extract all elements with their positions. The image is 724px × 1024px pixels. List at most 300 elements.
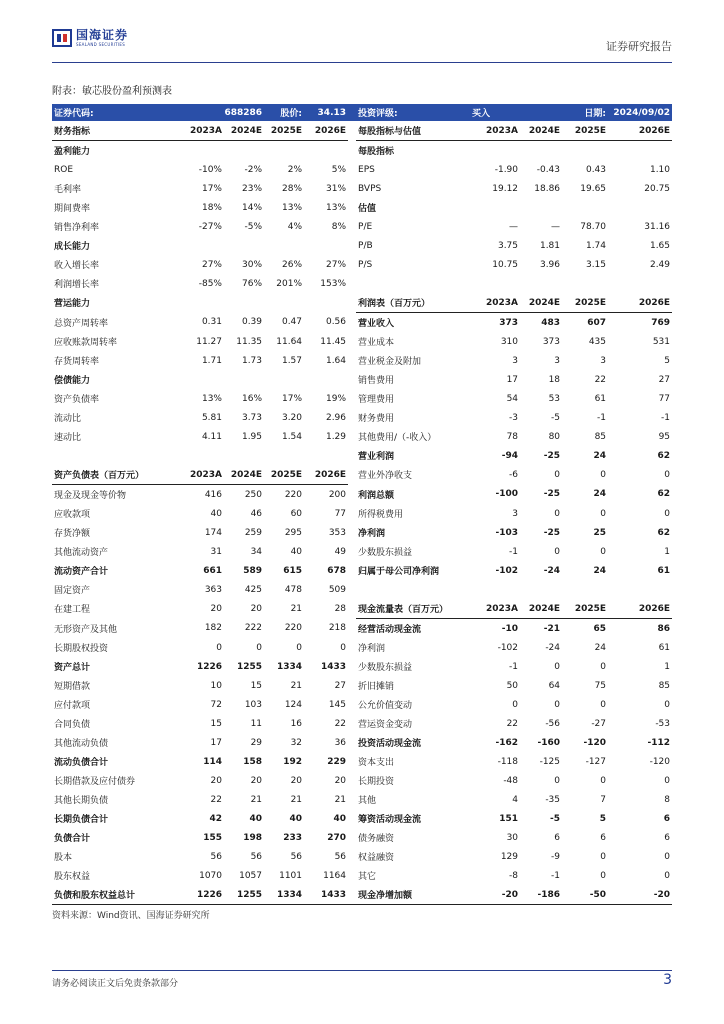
left-value-cell: 0.31 bbox=[201, 317, 222, 328]
left-value-cell: 1255 bbox=[224, 885, 264, 905]
right-value-cell: 62 bbox=[657, 489, 671, 500]
left-value-cell bbox=[184, 236, 224, 255]
right-row-label: 折旧摊销 bbox=[358, 682, 395, 692]
left-value-cell: -27% bbox=[198, 221, 222, 232]
right-value-cell: 2.49 bbox=[649, 259, 671, 270]
left-value-cell bbox=[264, 141, 304, 161]
table-row bbox=[52, 179, 672, 198]
left-value-cell: -85% bbox=[198, 278, 222, 289]
right-row-label: 利润表（百万元） bbox=[356, 293, 470, 313]
left-value-cell: 2025E bbox=[264, 465, 304, 485]
column-gap bbox=[348, 695, 356, 714]
right-value-cell: 0 bbox=[554, 699, 561, 710]
left-value-cell: 2024E bbox=[224, 121, 264, 141]
left-value-cell: 3.20 bbox=[281, 412, 303, 423]
column-gap bbox=[348, 733, 356, 752]
right-row-label: 每股指标与估值 bbox=[356, 121, 470, 141]
right-value-cell: 769 bbox=[651, 317, 671, 328]
right-value-cell: 6 bbox=[664, 832, 671, 843]
right-value-cell: -1 bbox=[597, 412, 607, 423]
right-value-cell: 7 bbox=[600, 794, 607, 805]
right-value-cell: -186 bbox=[520, 885, 562, 905]
left-value-cell: 1.57 bbox=[281, 355, 303, 366]
left-value-cell: 1.29 bbox=[325, 431, 347, 442]
left-value-cell: 40 bbox=[249, 813, 263, 824]
left-value-cell: 295 bbox=[284, 527, 303, 538]
right-value-cell: 0 bbox=[554, 661, 561, 672]
table-row bbox=[52, 809, 672, 828]
right-value-cell: -127 bbox=[585, 756, 607, 767]
left-value-cell: 2023A bbox=[184, 121, 224, 141]
date-value: 2024/09/02 bbox=[608, 104, 672, 121]
right-row-label: P/B bbox=[358, 240, 373, 251]
right-value-cell: 50 bbox=[506, 680, 519, 691]
column-gap bbox=[348, 217, 356, 236]
left-row-label: 现金及现金等价物 bbox=[54, 491, 127, 501]
left-value-cell: 353 bbox=[328, 527, 347, 538]
right-value-cell: 25 bbox=[593, 527, 607, 538]
left-value-cell: 1.95 bbox=[241, 431, 263, 442]
table-row bbox=[52, 465, 672, 485]
left-row-label: 速动比 bbox=[54, 433, 82, 443]
table-row bbox=[52, 332, 672, 351]
right-value-cell: 22 bbox=[506, 718, 519, 729]
left-value-cell: 11.27 bbox=[196, 336, 222, 347]
right-value-cell: 17 bbox=[506, 374, 519, 385]
right-value-cell: 2025E bbox=[562, 599, 608, 619]
left-value-cell: 15 bbox=[250, 680, 263, 691]
column-gap bbox=[348, 274, 356, 293]
table-row bbox=[52, 885, 672, 905]
left-value-cell: 56 bbox=[250, 851, 263, 862]
right-value-cell: 1 bbox=[664, 661, 671, 672]
left-value-cell: 0.47 bbox=[281, 317, 303, 328]
right-value-cell: -20 bbox=[608, 885, 672, 905]
right-row-label: 利润总额 bbox=[358, 490, 395, 501]
left-value-cell: 1433 bbox=[320, 661, 347, 672]
right-value-cell: 19.12 bbox=[492, 183, 519, 194]
right-value-cell: -125 bbox=[539, 756, 561, 767]
right-value-cell: 6 bbox=[600, 832, 607, 843]
column-gap bbox=[348, 141, 356, 161]
logo-text-cn: 国海证券 bbox=[76, 27, 129, 42]
right-value-cell: — bbox=[551, 221, 561, 232]
right-value-cell: -1 bbox=[509, 546, 519, 557]
left-row-label: 应付款项 bbox=[54, 701, 91, 711]
left-value-cell: 42 bbox=[209, 813, 222, 824]
right-row-label: 投资活动现金流 bbox=[358, 739, 422, 749]
left-value-cell: 20 bbox=[290, 775, 303, 786]
left-value-cell: 22 bbox=[210, 794, 222, 805]
left-value-cell: 1.71 bbox=[201, 355, 222, 366]
left-value-cell bbox=[184, 370, 224, 389]
right-value-cell: 531 bbox=[652, 336, 671, 347]
right-value-cell: -120 bbox=[649, 756, 671, 767]
right-value-cell: 24 bbox=[593, 489, 607, 500]
left-value-cell bbox=[264, 293, 304, 313]
left-row-label: 长期借款及应付债券 bbox=[54, 777, 136, 787]
right-row-label: 其它 bbox=[358, 872, 377, 882]
table-row bbox=[52, 866, 672, 885]
table-row bbox=[52, 504, 672, 523]
left-row-label: 存货周转率 bbox=[54, 357, 100, 367]
sealand-logo-icon bbox=[52, 28, 72, 48]
right-row-label: 经营活动现金流 bbox=[358, 625, 422, 635]
right-row-label: 现金净增加额 bbox=[356, 885, 470, 905]
left-row-label: 流动负债合计 bbox=[54, 758, 109, 768]
logo-text-en: SEALAND SECURITIES bbox=[76, 41, 126, 47]
column-gap bbox=[348, 389, 356, 408]
right-value-cell: 0 bbox=[554, 546, 561, 557]
left-value-cell: 34 bbox=[250, 546, 263, 557]
left-value-cell: 192 bbox=[283, 756, 303, 767]
right-value-cell: 85 bbox=[594, 431, 607, 442]
left-row-label: 资产负债率 bbox=[54, 395, 100, 405]
left-row-label: 在建工程 bbox=[54, 605, 91, 616]
left-row-label: 利润增长率 bbox=[54, 280, 100, 290]
left-value-cell: 615 bbox=[283, 565, 303, 576]
left-value-cell bbox=[224, 236, 264, 255]
left-value-cell: 1334 bbox=[276, 661, 303, 672]
right-value-cell: -118 bbox=[497, 756, 519, 767]
table-row bbox=[52, 847, 672, 866]
left-row-label: 盈利能力 bbox=[54, 147, 91, 157]
left-value-cell: 40 bbox=[333, 813, 347, 824]
left-row-label: 固定资产 bbox=[54, 586, 91, 596]
right-value-cell: -21 bbox=[543, 623, 561, 634]
price-label: 股价: bbox=[264, 104, 304, 121]
right-value-cell: 2023A bbox=[470, 121, 520, 141]
right-value-cell: -120 bbox=[583, 737, 607, 748]
table-row bbox=[52, 523, 672, 542]
left-value-cell: 21 bbox=[290, 794, 303, 805]
right-value-cell: 0 bbox=[664, 508, 671, 519]
right-value-cell: -102 bbox=[497, 642, 519, 653]
table-row bbox=[52, 141, 672, 161]
right-value-cell: 151 bbox=[499, 813, 519, 824]
left-value-cell: 14% bbox=[242, 202, 263, 213]
right-value-cell: -6 bbox=[509, 469, 519, 480]
left-row-label: 应收账款周转率 bbox=[54, 338, 118, 348]
left-value-cell: 222 bbox=[244, 623, 263, 634]
left-value-cell: 229 bbox=[327, 756, 347, 767]
left-value-cell: 10 bbox=[210, 680, 222, 691]
right-value-cell: -103 bbox=[495, 527, 519, 538]
left-row-label: 期间费率 bbox=[54, 204, 91, 214]
table-row bbox=[52, 638, 672, 657]
right-value-cell: 85 bbox=[658, 680, 671, 691]
right-row-label: 权益融资 bbox=[358, 853, 395, 863]
column-gap bbox=[348, 847, 356, 866]
right-value-cell bbox=[520, 274, 562, 293]
left-value-cell: 22 bbox=[334, 718, 347, 729]
right-row-label: 公允价值变动 bbox=[358, 701, 413, 711]
right-value-cell bbox=[562, 580, 608, 599]
left-value-cell: 270 bbox=[327, 832, 347, 843]
right-value-cell bbox=[470, 580, 520, 599]
left-value-cell: 11.35 bbox=[236, 336, 263, 347]
right-row-label: 债务融资 bbox=[358, 834, 395, 844]
column-gap bbox=[348, 885, 356, 905]
right-row-label bbox=[356, 274, 470, 293]
left-value-cell: 0 bbox=[216, 642, 222, 653]
left-value-cell: 31% bbox=[326, 183, 347, 194]
right-value-cell: 75 bbox=[594, 680, 607, 691]
left-value-cell bbox=[304, 236, 348, 255]
table-row bbox=[52, 790, 672, 809]
table-row bbox=[52, 274, 672, 293]
right-value-cell: 2025E bbox=[562, 293, 608, 313]
left-value-cell bbox=[224, 141, 264, 161]
left-row-label bbox=[52, 446, 184, 465]
right-value-cell: -0.43 bbox=[536, 164, 561, 175]
left-value-cell: 218 bbox=[328, 623, 347, 634]
right-value-cell: -5 bbox=[550, 813, 561, 824]
column-gap bbox=[348, 351, 356, 370]
left-value-cell: 1.73 bbox=[241, 355, 263, 366]
left-row-label: 合同负债 bbox=[54, 720, 91, 730]
left-value-cell: 0 bbox=[340, 642, 347, 653]
left-row-label: 财务指标 bbox=[52, 121, 184, 141]
table-row bbox=[52, 408, 672, 427]
right-value-cell: 3.96 bbox=[539, 259, 561, 270]
left-value-cell: 155 bbox=[203, 832, 222, 843]
left-row-label: 总资产周转率 bbox=[54, 318, 109, 329]
right-value-cell: -25 bbox=[543, 450, 561, 461]
right-value-cell: 0 bbox=[664, 469, 671, 480]
left-value-cell: 21 bbox=[334, 794, 347, 805]
right-value-cell: 3 bbox=[554, 355, 561, 366]
right-value-cell: 78.70 bbox=[580, 221, 607, 232]
right-value-cell bbox=[608, 274, 672, 293]
right-value-cell: -25 bbox=[543, 527, 561, 538]
right-value-cell bbox=[608, 580, 672, 599]
left-value-cell: 124 bbox=[284, 699, 303, 710]
left-value-cell: 478 bbox=[284, 584, 303, 595]
left-value-cell bbox=[264, 446, 304, 465]
right-value-cell: 0 bbox=[664, 870, 671, 881]
column-gap bbox=[348, 828, 356, 847]
right-value-cell: 61 bbox=[657, 565, 671, 576]
left-value-cell: 13% bbox=[326, 202, 347, 213]
right-value-cell: 2024E bbox=[520, 121, 562, 141]
right-value-cell bbox=[470, 198, 520, 217]
right-row-label: BVPS bbox=[358, 183, 382, 194]
right-value-cell: 5 bbox=[599, 813, 607, 824]
right-value-cell: -102 bbox=[495, 565, 519, 576]
table-row bbox=[52, 771, 672, 790]
column-gap bbox=[348, 504, 356, 523]
right-row-label: 少数股东损益 bbox=[358, 663, 413, 673]
left-value-cell: 509 bbox=[328, 584, 347, 595]
left-value-cell: 153% bbox=[320, 278, 347, 289]
right-value-cell: 20.75 bbox=[644, 183, 671, 194]
left-value-cell: 1255 bbox=[236, 661, 263, 672]
right-value-cell: 0 bbox=[512, 699, 519, 710]
right-value-cell: 10.75 bbox=[492, 259, 519, 270]
right-value-cell: 24 bbox=[593, 450, 607, 461]
right-value-cell: 0 bbox=[554, 469, 561, 480]
right-value-cell: 2026E bbox=[608, 121, 672, 141]
column-gap bbox=[348, 580, 356, 599]
right-row-label: EPS bbox=[358, 164, 375, 175]
right-value-cell: -24 bbox=[545, 642, 561, 653]
column-gap bbox=[348, 523, 356, 542]
right-row-label: 营业外净收支 bbox=[358, 471, 413, 482]
left-value-cell: 56 bbox=[334, 851, 347, 862]
left-value-cell: 2024E bbox=[224, 465, 264, 485]
stock-price: 34.13 bbox=[304, 104, 348, 121]
right-value-cell: -9 bbox=[551, 851, 561, 862]
right-value-cell: -8 bbox=[509, 870, 519, 881]
left-value-cell: 250 bbox=[244, 489, 263, 500]
left-row-label: 负债和股东权益总计 bbox=[52, 885, 184, 905]
left-value-cell: 56 bbox=[210, 851, 222, 862]
right-value-cell: 1.65 bbox=[649, 240, 671, 251]
left-row-label: 其他流动资产 bbox=[54, 548, 109, 558]
left-value-cell: 13% bbox=[282, 202, 303, 213]
left-value-cell bbox=[304, 370, 348, 389]
left-row-label: 偿债能力 bbox=[54, 376, 91, 386]
table-row bbox=[52, 121, 672, 141]
left-value-cell bbox=[264, 236, 304, 255]
left-value-cell: 4% bbox=[287, 221, 303, 232]
right-row-label: 每股指标 bbox=[358, 147, 395, 157]
left-value-cell: 158 bbox=[243, 756, 263, 767]
left-value-cell: 661 bbox=[203, 565, 222, 576]
left-value-cell: 17% bbox=[282, 393, 303, 404]
right-value-cell: 0 bbox=[600, 661, 607, 672]
right-value-cell: 0 bbox=[600, 851, 607, 862]
left-value-cell: 363 bbox=[204, 584, 222, 595]
left-row-label: 其他长期负债 bbox=[54, 796, 109, 806]
table-row bbox=[52, 695, 672, 714]
left-value-cell: 1334 bbox=[264, 885, 304, 905]
left-value-cell bbox=[264, 370, 304, 389]
table-row bbox=[52, 427, 672, 446]
right-value-cell bbox=[608, 141, 672, 161]
right-value-cell: -53 bbox=[655, 718, 671, 729]
left-value-cell: 1070 bbox=[199, 870, 222, 881]
right-value-cell: 607 bbox=[587, 317, 607, 328]
left-value-cell: 2023A bbox=[184, 465, 224, 485]
right-value-cell: 78 bbox=[506, 431, 519, 442]
table-row bbox=[52, 293, 672, 313]
left-value-cell: 76% bbox=[242, 278, 263, 289]
company-logo bbox=[52, 28, 128, 48]
column-gap bbox=[348, 599, 356, 619]
right-value-cell: 1.10 bbox=[649, 164, 671, 175]
left-value-cell bbox=[304, 141, 348, 161]
right-row-label: P/S bbox=[358, 259, 373, 270]
right-row-label: 归属于母公司净利润 bbox=[358, 567, 440, 577]
left-value-cell: 21 bbox=[290, 603, 303, 614]
left-value-cell: 56 bbox=[290, 851, 303, 862]
right-value-cell: 3 bbox=[512, 508, 519, 519]
left-value-cell: 0.39 bbox=[241, 317, 263, 328]
left-value-cell: 60 bbox=[290, 508, 303, 519]
right-value-cell: 2024E bbox=[520, 293, 562, 313]
left-value-cell: 27 bbox=[334, 680, 347, 691]
right-row-label: 营业利润 bbox=[358, 452, 395, 462]
right-value-cell: 0 bbox=[554, 508, 561, 519]
left-value-cell: 20 bbox=[250, 603, 263, 614]
table-row bbox=[52, 542, 672, 561]
left-value-cell: 589 bbox=[243, 565, 263, 576]
right-value-cell: 483 bbox=[541, 317, 561, 328]
left-row-label: 长期负债合计 bbox=[54, 815, 109, 825]
right-value-cell: 27 bbox=[658, 374, 671, 385]
right-value-cell: -20 bbox=[470, 885, 520, 905]
left-value-cell: 46 bbox=[250, 508, 263, 519]
table-row bbox=[52, 752, 672, 771]
right-row-label: 长期投资 bbox=[358, 777, 395, 787]
right-value-cell bbox=[562, 141, 608, 161]
left-row-label: 成长能力 bbox=[54, 242, 91, 252]
column-gap bbox=[348, 809, 356, 828]
right-value-cell: -27 bbox=[591, 718, 607, 729]
left-value-cell: 3.73 bbox=[241, 412, 263, 423]
left-value-cell: 32 bbox=[290, 737, 303, 748]
left-value-cell: 5.81 bbox=[201, 412, 222, 423]
column-gap bbox=[348, 771, 356, 790]
left-value-cell: 21 bbox=[290, 680, 303, 691]
right-value-cell: 1.74 bbox=[585, 240, 607, 251]
right-value-cell: 373 bbox=[542, 336, 561, 347]
left-value-cell: 259 bbox=[244, 527, 263, 538]
left-value-cell: 40 bbox=[210, 508, 222, 519]
page-number: 3 bbox=[663, 972, 672, 988]
left-value-cell: 1057 bbox=[239, 870, 263, 881]
right-value-cell: 310 bbox=[500, 336, 519, 347]
right-row-label: 营业税金及附加 bbox=[358, 357, 422, 367]
left-value-cell: 13% bbox=[201, 393, 222, 404]
left-value-cell: 0 bbox=[256, 642, 263, 653]
right-row-label: 其他费用/（-收入） bbox=[358, 433, 437, 443]
left-value-cell: -2% bbox=[244, 164, 263, 175]
left-value-cell: 2026E bbox=[304, 465, 348, 485]
column-gap bbox=[348, 657, 356, 676]
column-gap bbox=[348, 714, 356, 733]
right-value-cell: -1 bbox=[551, 870, 561, 881]
left-row-label: 应收款项 bbox=[54, 510, 91, 520]
right-value-cell: -50 bbox=[562, 885, 608, 905]
column-gap bbox=[348, 293, 356, 313]
table-row bbox=[52, 160, 672, 179]
footer-disclaimer: 请务必阅读正文后免责条款部分 bbox=[52, 979, 179, 989]
right-value-cell: 2025E bbox=[562, 121, 608, 141]
left-value-cell: 16% bbox=[242, 393, 263, 404]
right-value-cell: -5 bbox=[551, 412, 561, 423]
right-value-cell: -100 bbox=[495, 489, 519, 500]
stock-info-row bbox=[52, 104, 672, 121]
right-value-cell bbox=[608, 198, 672, 217]
table-row bbox=[52, 389, 672, 408]
left-value-cell: -10% bbox=[198, 164, 222, 175]
right-row-label: 营运资金变动 bbox=[358, 720, 413, 730]
table-row bbox=[52, 485, 672, 505]
right-value-cell: -160 bbox=[537, 737, 561, 748]
right-value-cell: 0 bbox=[554, 775, 561, 786]
left-row-label: 长期股权投资 bbox=[54, 644, 109, 654]
right-value-cell: 129 bbox=[500, 851, 519, 862]
right-value-cell: 65 bbox=[593, 623, 607, 634]
right-value-cell: 0 bbox=[664, 775, 671, 786]
table-row bbox=[52, 599, 672, 619]
left-row-label: 收入增长率 bbox=[54, 261, 100, 271]
left-value-cell: 11 bbox=[250, 718, 263, 729]
column-gap bbox=[348, 485, 356, 505]
